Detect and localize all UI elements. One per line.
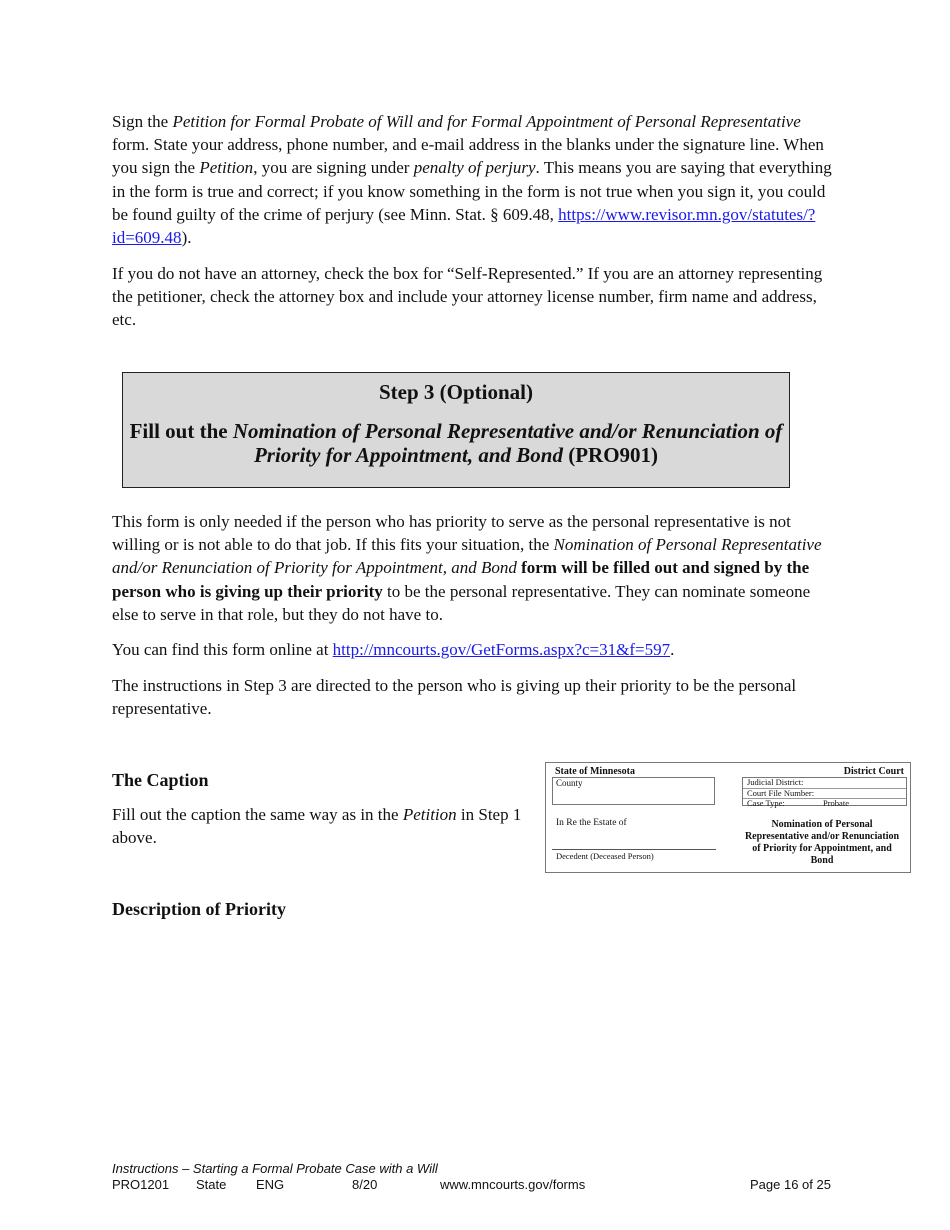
text: Fill out the caption the same way as in the xyxy=(112,805,403,824)
form-name: Nomination of Personal Representative and/or Renunciation of Priority for Appointment, and Bond xyxy=(112,535,822,578)
state-label: State of Minnesota xyxy=(555,766,635,777)
text: . This means you are saying that everything in the form is true and correct; if you know something in the form is not true when you sign it, you could be found guilty of the crime of perjury (see Minn. Stat. § 609.48, xyxy=(112,158,832,224)
nomination-paragraph xyxy=(112,510,837,626)
priority-heading: Description of Priority xyxy=(112,899,286,919)
footer-title: Instructions – Starting a Formal Probate Case with a Will xyxy=(112,1161,438,1176)
label: Judicial District: xyxy=(747,777,804,787)
text: form. State your address, phone number, and e-mail address in the blanks under the signature line. When you sign the xyxy=(112,135,824,178)
page-number: Page 16 of 25 xyxy=(750,1177,831,1192)
label: Court File Number: xyxy=(747,787,815,798)
footer-meta xyxy=(112,1177,842,1193)
footer-state: State xyxy=(196,1177,227,1192)
case-fields-box xyxy=(742,777,907,806)
footer-date: 8/20 xyxy=(352,1177,378,1192)
form-code: (PRO901) xyxy=(562,443,659,467)
step-title: Step 3 (Optional) xyxy=(378,380,533,404)
text: Sign the xyxy=(112,112,173,131)
form-code: PRO1201 xyxy=(112,1177,170,1192)
form-link[interactable]: http://mncourts.gov/GetForms.aspx?c=31&f=597 xyxy=(332,640,671,659)
petition-word: Petition xyxy=(402,805,457,824)
caption-example-image xyxy=(545,762,911,873)
petition-word: Petition xyxy=(199,158,254,178)
page-footer xyxy=(112,1161,842,1193)
attorney-text: If you do not have an attorney, check the box for “Self-Represented.” If you are an attorney representing the petitioner, check the attorney box and include your attorney license number, firm name and address, etc. xyxy=(112,264,823,330)
step3-directions-paragraph xyxy=(112,674,837,720)
footer-lang: ENG xyxy=(256,1177,285,1192)
decedent-line xyxy=(552,849,716,850)
text: Fill out the xyxy=(129,419,233,443)
footer-site: www.mncourts.gov/forms xyxy=(440,1177,586,1192)
label: Case Type: xyxy=(747,798,785,808)
estate-label: In Re the Estate of xyxy=(556,818,627,828)
text: This form is only needed if the person who has priority to serve as the personal representative is not willing or is not able to do that job. If this fits your situation, the xyxy=(112,512,791,555)
caption-form-title: Nomination of Personal Representative and/or Renunciation of Priority for Appointment, and Bond xyxy=(744,819,900,866)
decedent-label: Decedent (Deceased Person) xyxy=(556,851,654,861)
attorney-paragraph xyxy=(112,262,837,332)
text: in Step 1 above. xyxy=(112,805,522,848)
text: ). xyxy=(181,228,192,248)
statute-link[interactable]: https://www.revisor.mn.gov/statutes/?id=609.48 xyxy=(112,204,816,248)
form-name: Nomination of Personal Representative and/or Renunciation of Priority for Appointment, and Bond xyxy=(232,419,783,467)
caption-heading: The Caption xyxy=(112,770,209,790)
perjury-term: penalty of perjury xyxy=(413,158,536,178)
step-3-box xyxy=(122,372,790,488)
case-type-row xyxy=(743,799,906,809)
case-type-value: Probate xyxy=(823,798,849,808)
text: . xyxy=(670,640,675,659)
county-box: County xyxy=(552,777,715,805)
text: , you are signing under xyxy=(253,158,414,178)
form-online-paragraph xyxy=(112,638,837,661)
step-subtitle xyxy=(123,419,789,467)
text: You can find this form online at xyxy=(112,640,333,659)
petition-form-name: Petition for Formal Probate of Will and for Formal Appointment of Personal Representative xyxy=(172,112,801,131)
text: The instructions in Step 3 are directed to the person who is giving up their priority to be the personal representative. xyxy=(112,676,797,719)
bold-text: form will be filled out and signed by the person who is giving up their priority xyxy=(112,558,810,601)
text: to be the personal representative. They can nominate someone else to serve in that role, but they do not have to. xyxy=(112,581,811,624)
caption-paragraph xyxy=(112,803,522,849)
signature-instructions-paragraph xyxy=(112,110,837,249)
court-label: District Court xyxy=(843,766,904,777)
